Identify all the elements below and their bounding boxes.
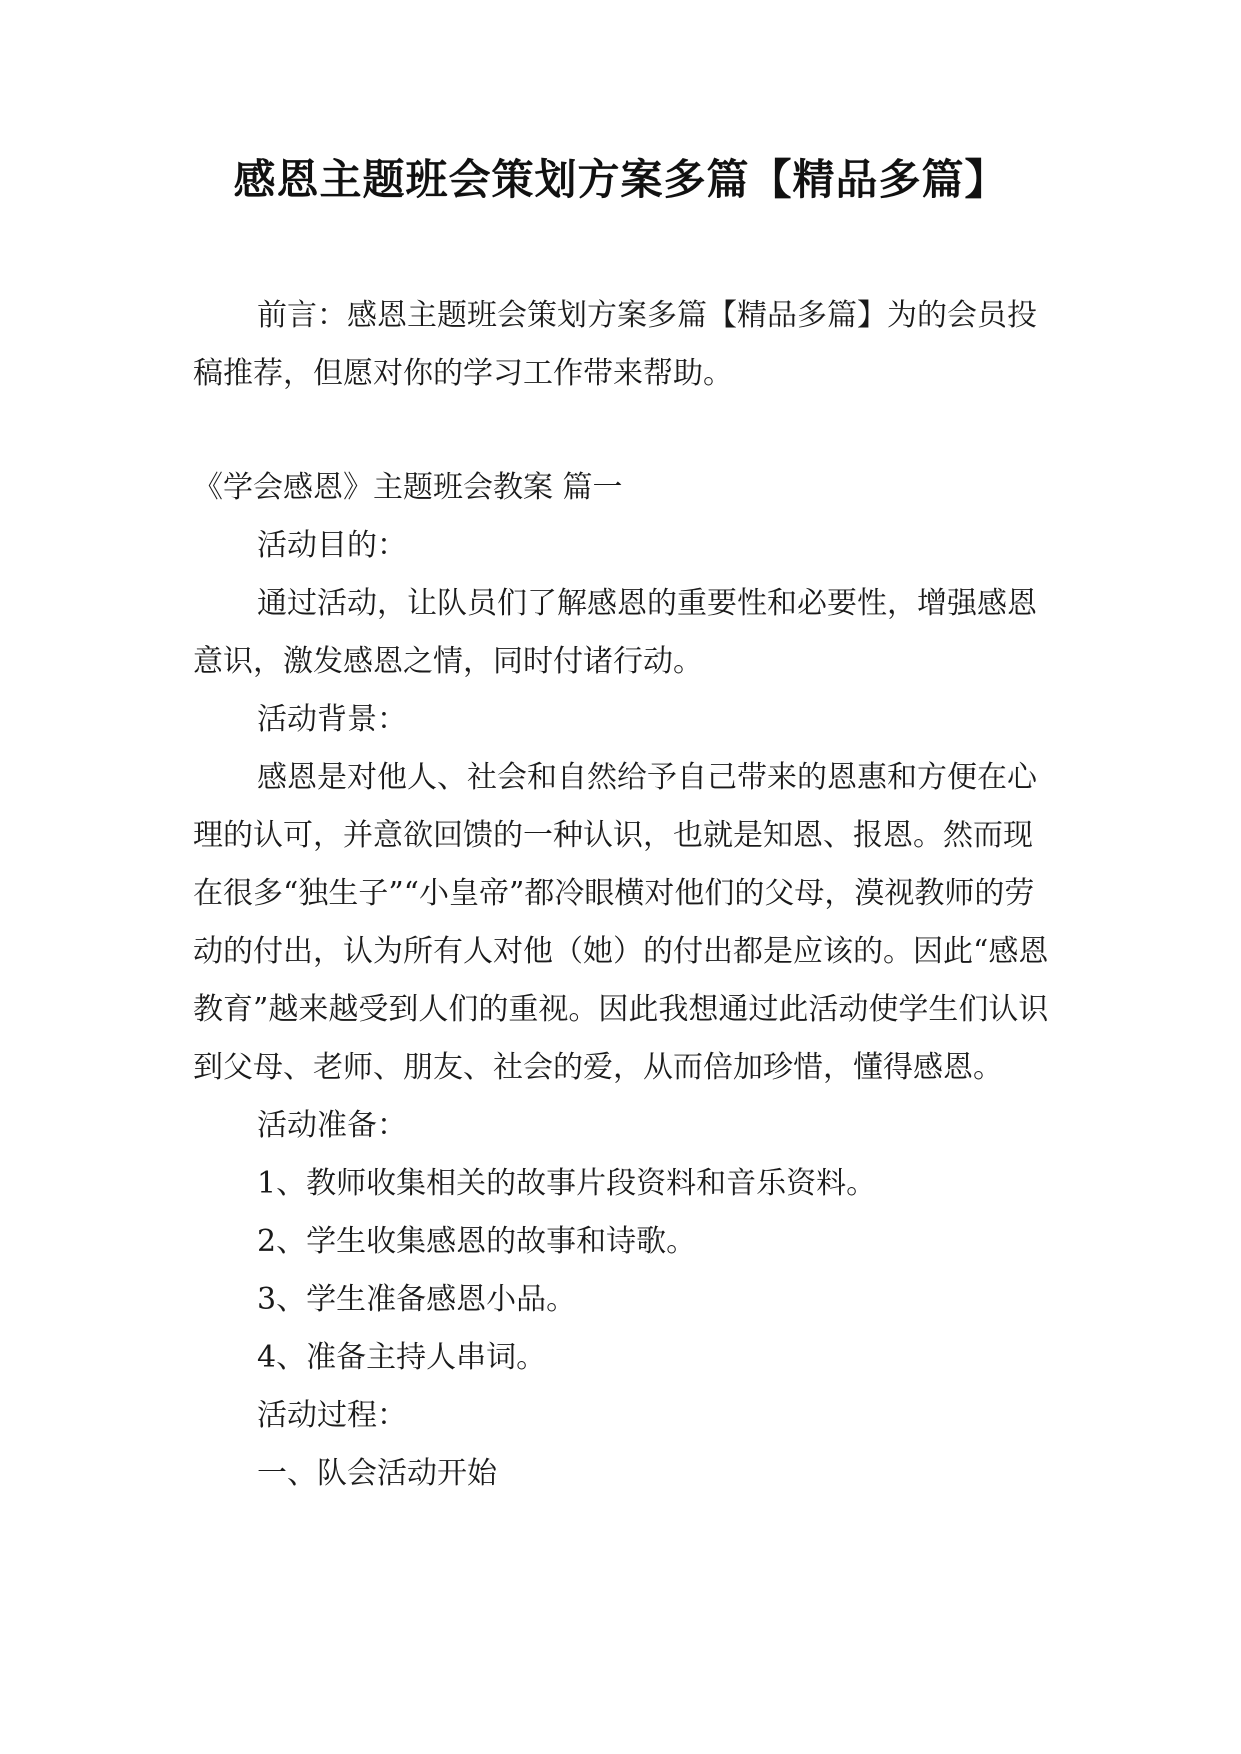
preface-paragraph: 前言：感恩主题班会策划方案多篇【精品多篇】为的会员投稿推荐，但愿对你的学习工作带来帮助。: [193, 298, 1037, 391]
document-body: [193, 287, 1053, 1503]
activity-goal-text: 通过活动，让队员们了解感恩的重要性和必要性，增强感恩意识，激发感恩之情，同时付诸行动。: [193, 586, 1037, 679]
activity-process-heading: 活动过程：: [257, 1398, 407, 1433]
activity-background-text: 感恩是对他人、社会和自然给予自己带来的恩惠和方便在心理的认可，并意欲回馈的一种认识，也就是知恩、报恩。然而现在很多“独生子”“小皇帝”都冷眼横对他们的父母，漠视教师的劳动的付出，认为所有人对他（她）的付出都是应该的。因此“感恩教育”越来越受到人们的重视。因此我想通过此活动使学生们认识到父母、老师、朋友、社会的爱，从而倍加珍惜，懂得感恩。: [193, 760, 1049, 1085]
preparation-item-4: 4、准备主持人串词。: [257, 1340, 547, 1375]
spacer: [193, 403, 1053, 459]
process-step-1: 一、队会活动开始: [257, 1456, 497, 1491]
section-heading: 《学会感恩》主题班会教案 篇一: [193, 470, 623, 505]
activity-background-heading: 活动背景：: [257, 702, 407, 737]
activity-preparation-heading: 活动准备：: [257, 1108, 407, 1143]
activity-goal-heading: 活动目的：: [257, 528, 407, 563]
preparation-item-1: 1、教师收集相关的故事片段资料和音乐资料。: [257, 1166, 877, 1201]
document-title: 感恩主题班会策划方案多篇【精品多篇】: [233, 155, 1008, 204]
preparation-item-3: 3、学生准备感恩小品。: [257, 1282, 577, 1317]
preparation-item-2: 2、学生收集感恩的故事和诗歌。: [257, 1224, 697, 1259]
